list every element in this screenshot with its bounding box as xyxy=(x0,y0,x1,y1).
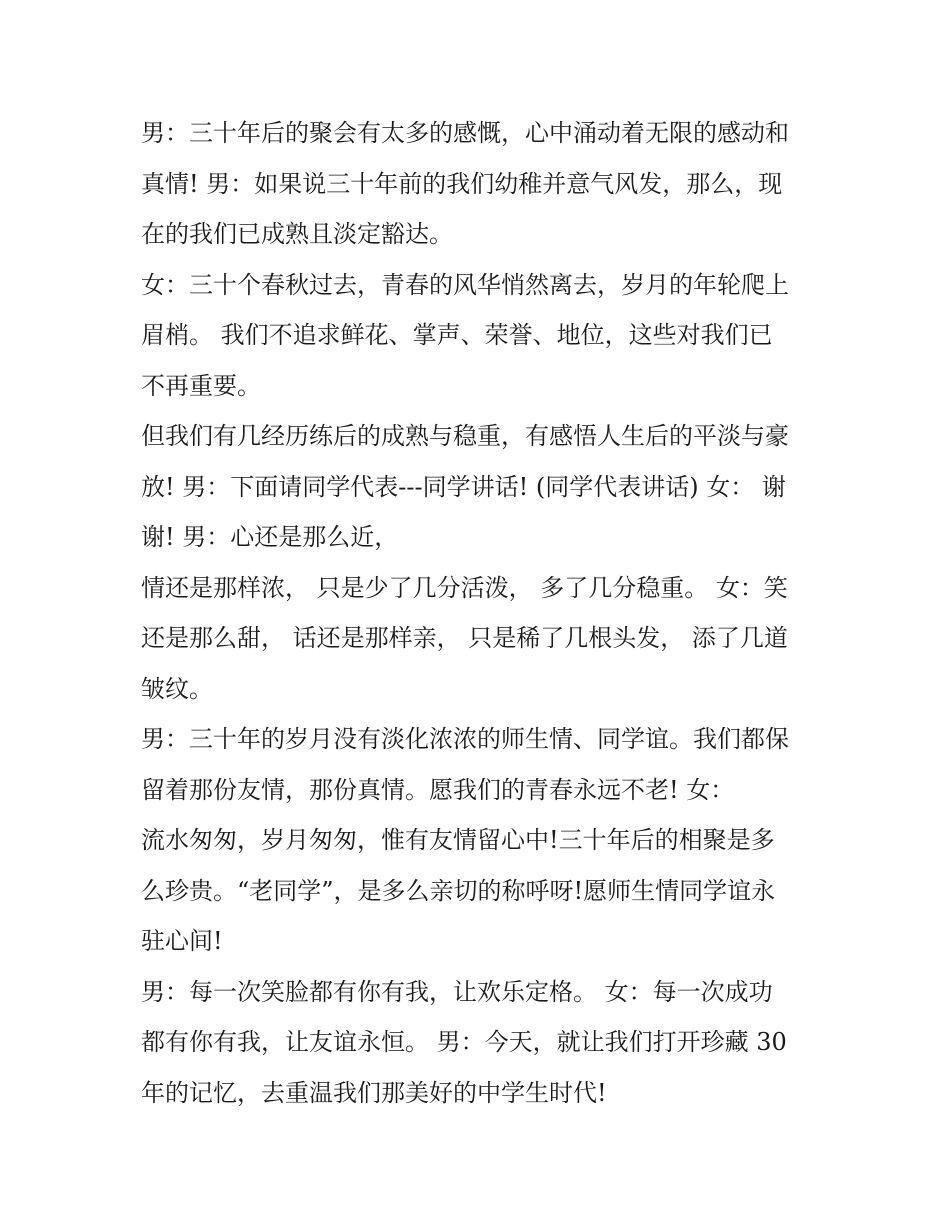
text-line: 放! 男：下面请同学代表---同学讲话! (同学代表讲话) 女： 谢 xyxy=(141,472,786,501)
paragraph-7 xyxy=(141,967,821,1119)
text-line: 男：三十年后的聚会有太多的感慨，心中涌动着无限的感动和 xyxy=(141,119,789,147)
text-line: 皱纹。 xyxy=(141,674,213,703)
text-line: 么珍贵。“老同学”，是多么亲切的称呼呀!愿师生情同学谊永 xyxy=(141,876,776,905)
paragraph-2 xyxy=(141,260,821,412)
document-body xyxy=(141,108,821,1118)
text-line: 流水匆匆，岁月匆匆，惟有友情留心中!三十年后的相聚是多 xyxy=(141,826,775,854)
text-line: 驻心间! xyxy=(141,927,223,955)
text-line: 留着那份友情，那份真情。愿我们的青春永远不老! 女： xyxy=(141,775,735,804)
text-line: 年的记忆，去重温我们那美好的中学生时代! xyxy=(141,1078,607,1107)
paragraph-3 xyxy=(141,411,821,563)
text-line: 但我们有几经历练后的成熟与稳重，有感悟人生后的平淡与豪 xyxy=(141,422,789,450)
text-line: 女：三十个春秋过去，青春的风华悄然离去，岁月的年轮爬上 xyxy=(141,270,789,299)
text-line: 谢! 男：心还是那么近， xyxy=(141,523,399,551)
text-line: 情还是那样浓， 只是少了几分活泼， 多了几分稳重。 女：笑 xyxy=(141,573,788,602)
paragraph-5 xyxy=(141,714,821,815)
text-line: 真情! 男：如果说三十年前的我们幼稚并意气风发，那么，现 xyxy=(141,169,783,198)
text-line: 眉梢。 我们不追求鲜花、掌声、荣誉、地位，这些对我们已 xyxy=(141,321,773,349)
paragraph-4 xyxy=(141,563,821,715)
paragraph-6 xyxy=(141,815,821,967)
text-line: 男：三十年的岁月没有淡化浓浓的师生情、同学谊。我们都保 xyxy=(141,725,789,753)
text-line: 男：每一次笑脸都有你有我，让欢乐定格。 女：每一次成功 xyxy=(141,977,773,1006)
text-line: 不再重要。 xyxy=(141,371,261,400)
text-line: 在的我们已成熟且淡定豁达。 xyxy=(141,220,453,248)
paragraph-1 xyxy=(141,108,821,260)
text-line: 还是那么甜， 话还是那样亲， 只是稀了几根头发， 添了几道 xyxy=(141,624,788,652)
text-line: 都有你有我，让友谊永恒。 男：今天，就让我们打开珍藏 30 xyxy=(141,1028,787,1056)
